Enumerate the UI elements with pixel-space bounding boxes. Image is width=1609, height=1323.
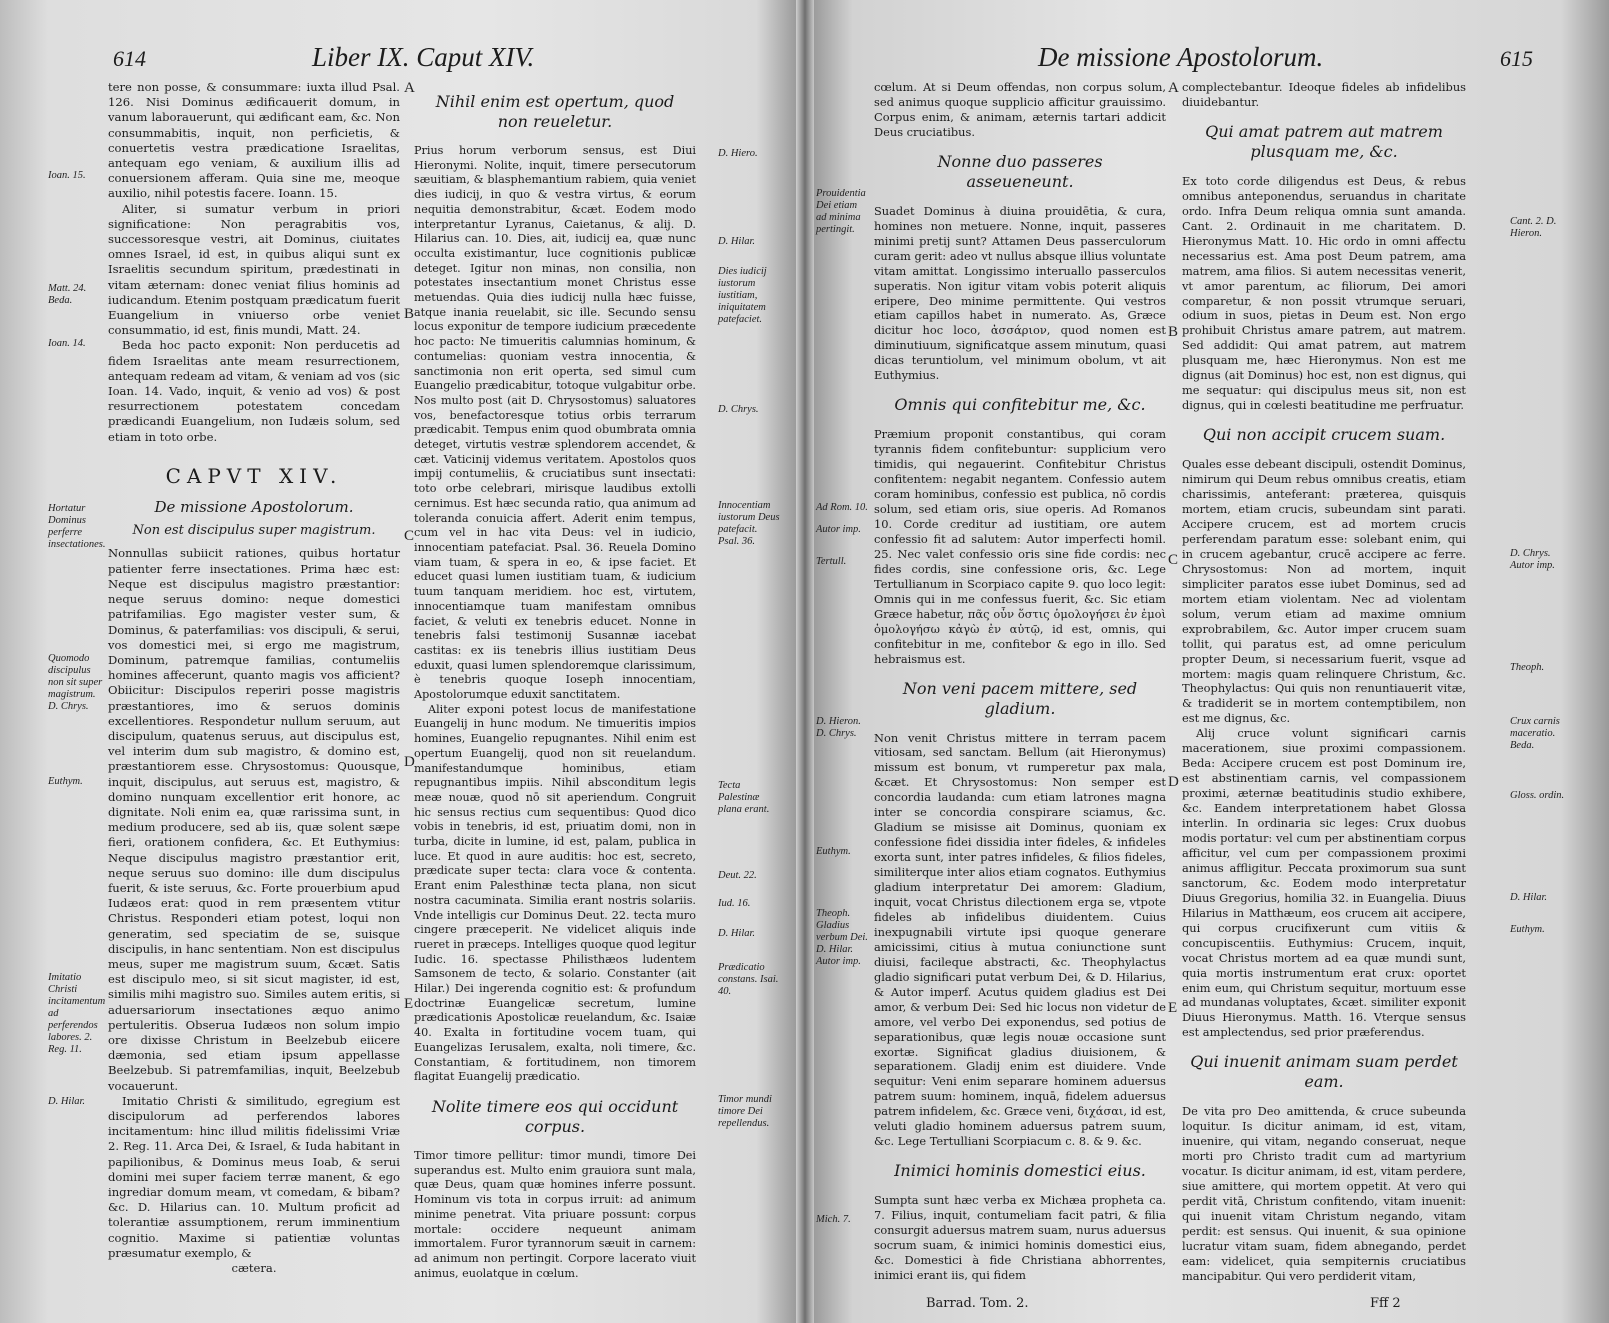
margin-note: Iud. 16. (718, 898, 751, 909)
margin-note: Matt. 24. Beda. (48, 283, 87, 306)
margin-note: Ad Rom. 10. (816, 502, 868, 513)
paragraph: Suadet Dominus à diuina prouidētia, & cura, homines non metuere. Nonne, inquit, passeres minimi pretij sunt? Attamen Deus passerculorum curam gerit: adeo vt nullus absque illius voluntate vitam amittat. Longissimo interuallo passerculos superatis. Non igitur vitam vobis poterit aliquis eripere, Deo minime permittente. Qui vestros etiam capillos habet in numerato. As, Græce dicitur hoc loco, ἀσσάριον, quod nomen est diminutiuum, significatque assem minutum, quasi dicas teruntiolum, vel minimum obolum, vt ait Euthymius. (874, 203, 1166, 383)
section-marker: A (404, 80, 415, 96)
paragraph-end: cætera. (231, 1261, 277, 1276)
left-column-2 (414, 80, 696, 1281)
paragraph: Sumpta sunt hæc verba ex Michæa propheta ca. 7. Filius, inquit, contumeliam facit patri, & filia consurgit aduersus matrem suam, nurus aduersus socrum suam, & inimici hominis domestici eius, &c. Domestici à fide Christiana abhorrentes, inimici erant iis, qui fidem (874, 1193, 1166, 1282)
section-heading: Qui non accipit crucem suam. (1202, 425, 1446, 445)
margin-note: Ioan. 14. (48, 338, 86, 349)
section-marker: E (404, 996, 414, 1012)
paragraph: Non venit Christus mittere in terram pacem vitiosam, sed sanctam. Bellum (ait Hieronymus) missum est bonum, vt rumperetur pax mala, &cæt. Et Chrysostomus: Non semper est concordia laudanda: cum etiam latrones magna inter se concordia conspirare sciamus, &c. Gladium se misisse ait Dominus, quoniam ex confessione fidei dissidia inter fideles, & infideles exorta sunt, inter patres infideles, & filios fideles, similiterque inter alios etiam cognatos. Euthymius gladium interpretatur Dei amorem: Gladium, inquit, vocat Christus dilectionem erga se, vtpote fideles ab infidelibus diuidentem. Cuius inexpugnabili virtute ipsi quoque generare amicissimi, citius à mutua coniunctione sunt diuisi, facileque abstracti, &c. Theophylactus gladio significari putat verbum Dei, & D. Hilarius, & Autor imperf. Acutus quidem gladius est Dei amor, & verbum Dei: Sed hic locus non videtur de amore, vel verbo Dei exponendus, sed potius de separationibus, quæ legis nouæ occasione sunt exortæ. Significat gladius diuisionem, & separationem. Gladij enim est diuidere. Vnde sequitur: Veni enim separare hominem aduersus patrem suum: hominem, inquā, fidelem aduersus patrem infidelem, &c. Græce veni, διχάσαι, id est, veluti gladio hominem aduersus patrem suum, &c. Lege Tertulliani Scorpiacum c. 8. & 9. &c. (874, 730, 1166, 1149)
chapter-title: De missione Apostolorum. (154, 498, 354, 517)
margin-note: Theoph. Gladius verbum Dei. D. Hilar. Autor imp. (816, 908, 868, 967)
section-marker: D (1168, 774, 1179, 790)
margin-note: Euthym. (1510, 924, 1545, 935)
left-column-1 (108, 80, 400, 1276)
section-marker: B (1168, 324, 1179, 340)
margin-note: Tecta Palestinæ plana erant. (718, 780, 770, 815)
right-column-2 (1182, 80, 1466, 1284)
left-page-number: 614 (113, 46, 146, 71)
margin-note: Mich. 7. (816, 1214, 851, 1225)
margin-note: Euthym. (48, 776, 83, 787)
paragraph: Præmium proponit constantibus, qui coram tyrannis fidem confitebuntur: supplicium vero timidis, qui negauerint. Confitebitur Christus confitentem: negabit negantem. Confessio autem coram hominibus, confessio est publica, nō cordis solum, sed etiam oris, siue operis. Ad Romanos 10. Corde creditur ad iustitiam, ore autem confessio fit ad salutem: Autor imperfecti homil. 25. Nec valet confessio oris sine fide cordis: nec fides cordis, sine confessione oris, &c. Lege Tertullianum in Scorpiaco capite 9. quo loco legit: Omnis qui in me confessus fuerit, &c. Sic etiam Græce habetur, πᾶς οὖν ὅστις ὁμολογήσει ἐν ἐμοὶ ὁμολογήσω κἀγὼ ἐν αὐτῷ, id est, omnis, qui confitebitur in me, confitebor & ego in illo. Sed hebraismus est. (874, 427, 1166, 666)
paragraph: Ex toto corde diligendus est Deus, & rebus omnibus anteponendus, seruandus in charitate ordo. Infra Deum reliqua omnia sunt amanda. Cant. 2. Ordinauit in me charitatem. D. Hieronymus Matt. 10. Hic ordo in omni affectu necessarius est. Ama post Deum patrem, ama matrem, ama filios. Si autem necessitas venerit, vt amor parentum, ac filiorum, Dei amori comparetur, & non possit vtrumque seruari, odium in suos, pietas in Deum est. Non ergo prohibuit Christus amare patrem, aut matrem. Sed addidit: Qui amat patrem, aut matrem plusquam me, hæc Hieronymus. Non est me dignus (ait Dominus) hoc est, non est dignus, qui me sequatur: qui discipulus meus sit, non est dignus, qui in cœlesti beatitudine me perfruatur. (1182, 173, 1466, 413)
margin-note: D. Chrys. Autor imp. (1510, 548, 1555, 571)
right-page-number: 615 (1500, 46, 1533, 71)
chapter-subtitle: Non est discipulus super magistrum. (132, 523, 376, 539)
section-marker: C (1168, 552, 1179, 568)
margin-note: Quomodo discipulus non sit super magistrum. D. Chrys. (48, 653, 103, 712)
section-heading: Nihil enim est opertum, quod non reueletur. (435, 92, 675, 131)
margin-note: D. Hilar. (1510, 892, 1548, 903)
paragraph: Prius horum verborum sensus, est Diui Hieronymi. Nolite, inquit, timere persecutorum sæuitiam, & blasphemantium rabiem, quia veniet dies iudicij, in quo & vestra virtus, & eorum nequitia demonstrabitur, &cæt. Eodem modo interpretantur Lyranus, Caietanus, & alij. D. Hilarius can. 10. Dies, ait, iudicij ea, quæ nunc occulta existimantur, luce cognitionis publicæ deteget. Igitur non minas, non consilia, non potestates insectantium monet Christus esse metuendas. Quia dies iudicij nulla hæc fuisse, atque inania reuelabit, sic ille. Secundo sensu locus exponitur de tempore iudicium præcedente hoc pacto: Ne timueritis calumnias hominum, & contumelias: quoniam vestra innocentia, & sanctimonia non erit operta, sed simul cum Euangelio prædicabitur, totoque vulgabitur orbe. Nos multo post (ait D. Chrysostomus) saluatores vos, benefactoresque totius orbis terrarum prædicabit. Tempus enim quod obumbrata omnia deteget, virtutis vestræ splendorem accendet, & cæt. Vaticinij videmus veritatem. Apostolos quos impij contumeliis, & cruciatibus sunt insectati: toto orbe celebrari, mirisque laudibus extolli cernimus. Est hæc secunda ratio, qua animum ad toleranda conuicia affert. Aderit enim tempus, cum vel in hac vita Deus: vel in iudicio, innocentiam patefaciat. Psal. 36. Reuela Domino viam tuam, & spera in eo, & ipse faciet. Et educet quasi lumen iustitiam tuam, & iudicium tuum tanquam meridiem. hoc est, virtutem, innocentiamque tuam manifestam omnibus faciet, & veluti ex tenebris educet. Nonne in tenebris falsi testimonij Susannæ iacebat castitas: ex iis tenebris illius iustitiam Deus eduxit, quasi lumen splendoremque clarissimum, è tenebris quoque Ioseph innocentiam, Apostolorumque eduxit sanctitatem. (414, 144, 696, 702)
paragraph: Quales esse debeant discipuli, ostendit Dominus, nimirum qui Deum rebus omnibus creatis, etiam charissimis, anteferant: præterea, quisquis mortem, etiam crucis, subeundam sint parati. Accipere crucem, est ad mortem crucis perferendam paratum esse: solebant enim, qui in crucem agebantur, crucē accipere ac ferre. Chrysostomus: Non ad mortem, inquit simpliciter paratos esse iubet Dominus, sed ad mortem etiam violentam. Nec ad violentam solum, verum etiam ad maxime omnium exprobrabilem, &c. Autor imper crucem suam tollit, qui paratus est, ad omne periculum propter Deum, si necessarium fuerit, vsque ad mortem: magis quam relinquere Christum, &c. Theophylactus: Qui quis non renuntiauerit vitæ, & tradiderit se in mortem contemptibilem, non est me dignus, &c. (1182, 457, 1466, 726)
section-marker: C (404, 528, 415, 544)
paragraph: Beda hoc pacto exponit: Non perducetis ad fidem Israelitas ante meam resurrectionem, antequam redeam ad vitam, & veniam ad vos (sic Ioan. 14. Vado, inquit, & venio ad vos) & post resurrectionem potestatem concedam prædicandi Euangelium, non Iudæis solum, sed etiam in toto orbe. (108, 338, 400, 444)
section-heading: Omnis qui confitebitur me, &c. (894, 395, 1146, 415)
paragraph: Aliter exponi potest locus de manifestatione Euangelij in hunc modum. Ne timueritis impios homines, Euangelio repugnantes. Nihil enim est opertum Euangelij, quod non sit reuelandum. manifestandumque hominibus, etiam repugnantibus impiis. Nihil absconditum legis meæ nouæ, quod nō sit aperiendum. Congruit hic sensus rectius cum sequentibus: Quod dico vobis in tenebris, id est, priuatim domi, non in turba, dicite in lumine, id est, palam, publica in luce. Et quod in aure auditis: hoc est, secreto, prædicate super tecta: clara voce & contenta. Erant enim Palesthinæ tecta plana, non sicut nostra cacuminata. Similia erant nostris solariis. Vnde intelligis cur Dominus Deut. 22. tecta muro cingere præceperit. Ne videlicet aliquis inde rueret in præceps. Intelliges quoque quod legitur Iudic. 16. spectasse Philisthæos ludentem Samsonem de tecto, & solario. Constanter (ait Hilar.) Dei ingerenda cognitio est: & profundum doctrinæ Euangelicæ secretum, lumine prædicationis Apostolicæ reuelandum, &c. Isaiæ 40. Exalta in fortitudine vocem tuam, qui Euangelizas Ierusalem, exalta, noli timere, &c. Constantiam, & fortitudinem, non timorem flagitat Euangelij prædicatio. (414, 702, 696, 1084)
margin-note: D. Chrys. (718, 404, 759, 415)
paragraph: complectebantur. Ideoque fideles ab infidelibus diuidebantur. (1182, 80, 1466, 109)
paragraph: tere non posse, & consummare: iuxta illud Psal. 126. Nisi Dominus ædificauerit domum, in vanum laborauerunt, qui ædificant eam, &c. Non consummabitis, inquit, non perficietis, & conuertetis vestra prædicatione Israelitas, antequam ego veniam, & auxilium illis ad conuersionem afferam. Quia sine me, meoque auxilio, nihil potestis facere. Ioann. 15. (108, 80, 400, 201)
margin-note: Innocentiam iustorum Deus patefacit. Psal. 36. (718, 500, 780, 547)
margin-note: Hortatur Dominus perferre insectationes. (48, 503, 106, 550)
left-page (0, 0, 800, 1323)
left-running-header: Liber IX. Caput XIV. (312, 42, 535, 72)
section-marker: B (404, 306, 415, 322)
margin-note: Imitatio Christi incitamentum ad perferendos labores. 2. Reg. 11. (48, 972, 106, 1055)
section-heading: Nonne duo passeres asseueneunt. (937, 151, 1103, 191)
margin-note: Autor imp. (816, 524, 861, 535)
margin-note: D. Hilar. (718, 928, 756, 939)
margin-note: D. Hiero. (718, 148, 758, 159)
margin-note: Dies iudicij iustorum iustitiam, iniquitatem patefaciet. (718, 266, 767, 325)
margin-note: Timor mundi timore Dei repellendus. (718, 1094, 772, 1129)
margin-note: Prædicatio constans. Isai. 40. (718, 962, 779, 997)
paragraph: De vita pro Deo amittenda, & cruce subeunda loquitur. Is dicitur animam, id est, vitam, inuenire, qui vitam, negando conseruat, neque morti pro Christo tradit cum ad martyrium vocatur. Is dicitur animam, id est, vitam perdere, siue amittere, qui mortem oppetit. At vero qui perdit vitā, Christum confitendo, vitam inuenit: qui inuenit vitam Christum negando, vitam perdit: est sensus. Qui inuenit, & sua opinione lucratur vitam suam, fidem abnegando, perdet eam: videlicet, quia sempiternis cruciatibus mancipabitur. Qui vero perdiderit vitam, (1182, 1104, 1466, 1283)
margin-note: Gloss. ordin. (1510, 790, 1565, 801)
paragraph: Alij cruce volunt significari carnis macerationem, siue proximi compassionem. Beda: Accipere crucem est post Dominum ire, est abstinentiam carnis, vel compassionem proximi, æternæ beatitudinis studio exhibere, &c. Eandem interpretationem habet Glossa interlin. In ordinaria sic leges: Crux duobus modis portatur: vel cum per abstinentiam corpus afficitur, vel cum per compassionem proximi animus affligitur. Peccata proximorum sua sunt sanctorum, &c. Eodem modo interpretatur Diuus Gregorius, homilia 32. in Euangelia. Diuus Hilarius in Matthæum, eos crucem ait accipere, qui corpus crucifixerunt cum vitiis & concupiscentiis. Euthymius: Crucem, inquit, vocat Christus mortem ad ea quæ mundi sunt, quia mortis instrumentum erat crux: oportet enim eum, qui Christum sequitur, mortuum esse ad mundanas voluptates, &cæt. similiter exponit Diuus Hieronymus. Matth. 16. Vterque sensus est amplectendus, sed prior præferendus. (1182, 726, 1466, 1040)
section-marker: E (1168, 1000, 1178, 1016)
paragraph: cœlum. At si Deum offendas, non corpus solum, sed animus quoque supplicio afficitur grauissimo. Corpus enim, & animam, æternis tartari addicit Deus cruciatibus. (874, 80, 1166, 139)
section-heading: Inimici hominis domestici eius. (894, 1161, 1146, 1181)
margin-note: Euthym. (816, 846, 851, 857)
section-heading: Qui inuenit animam suam perdet eam. (1190, 1052, 1458, 1092)
paragraph: Imitatio Christi & similitudo, egregium est discipulorum ad perferendos labores incitamentum: hinc illud militis fidelissimi Vriæ 2. Reg. 11. Arca Dei, & Israel, & Iuda habitant in papilionibus, & Dominus meus Ioab, & serui domini mei super faciem terræ manent, & ego ingrediar domum meam, vt comedam, & bibam? &c. D. Hilarius can. 10. Multum proficit ad tolerantiæ assumptionem, rerum imminentium cognitio. Maxime si patientiæ voluntas præsumatur exemplo, & (108, 1093, 400, 1260)
section-heading: Nolite timere eos qui occidunt corpus. (431, 1097, 679, 1136)
margin-note: Ioan. 15. (48, 170, 86, 181)
margin-note: D. Hilar. (718, 236, 756, 247)
margin-note: Tertull. (816, 556, 847, 567)
paragraph: Nonnullas subiicit rationes, quibus hortatur patienter ferre insectationes. Prima hæc est: Neque est discipulus magistro præstantior: neque seruus domino: neque domestici patrifamilias. Ego magister vester sum, & Dominus, & paterfamilias: vos discipuli, & serui, vos domestici mei, si ergo me magistrum, Dominum, patremque familias, contumeliis homines affecerunt, quanto magis vos afficient? Obiicitur: Discipulos reperiri posse magistris præstantiores, imo & seruos dominis excellentiores. Respondetur nullum seruum, aut discipulum, quatenus seruus, aut discipulus est, vel interim dum sub magistro, & domino est, præstantiorem esse. Chrysostomus: Quousque, inquit, discipulus, aut seruus est, magistro, & domino nunquam excellentior erit honore, ac dignitate. Noli enim ea, quæ rarissima sunt, in medium producere, sed ab iis, quæ solent sæpe fieri, orationem confidera, &c. Et Euthymius: Neque discipulus magistro præstantior erit, neque seruus suo domino: ille dum discipulus fuerit, & iste seruus, &c. Forte prouerbium apud Iudæos erat: quod in rem præsentem vtitur Christus. Responderi etiam potest, loqui non generatim, sed speciatim de se, suisque discipulis, in hanc sententiam. Non est discipulus meus, super me magistrum suum, &cæt. Satis est discipulo meo, si sit sicut magister, id est, similis mihi magistro suo. Similes autem eritis, si aduersariorum insectationes æquo animo pertuleritis. Obserua Iudæos non solum impio ore dixisse Christum in Beelzebub eiicere dæmonia, sed etiam ipsum appellasse Beelzebub. Si patremfamilias, inquit, Beelzebub vocauerunt. (108, 546, 400, 1093)
section-heading: Non veni pacem mittere, sed gladium. (902, 678, 1138, 718)
margin-note: Prouidentia Dei etiam ad minima pertingit. (816, 188, 866, 235)
margin-note: D. Hilar. (48, 1096, 86, 1107)
signature-mark: Barrad. Tom. 2. (926, 1296, 1029, 1311)
margin-note: Deut. 22. (718, 870, 757, 881)
section-marker: A (1168, 80, 1179, 96)
paragraph: Timor timore pellitur: timor mundi, timore Dei superandus est. Multo enim grauiora sunt mala, quæ Deus, quam quæ homines inferre possunt. Hominum vis tota in corpus irruit: ad animum minime penetrat. Vita priuare possunt: corpus mortale: occidere nequeunt animam immortalem. Furor tyrannorum sæuit in carnem: ad animum non pertingit. Corpore lacerato viuit animus, euolatque in cœlum. (414, 1149, 696, 1280)
margin-note: Cant. 2. D. Hieron. (1510, 216, 1557, 239)
right-running-header: De missione Apostolorum. (1038, 42, 1324, 72)
signature-mark: Fff 2 (1370, 1296, 1401, 1311)
margin-note: D. Hieron. D. Chrys. (816, 716, 861, 739)
paragraph: Aliter, si sumatur verbum in priori significatione: Non peragrabitis vos, successoresque vestri, ait Dominus, ciuitates omnes Israel, id est, in quibus aliqui sunt ex Israelitis secundum spiritum, prædestinati in vitam æternam: donec veniat filius hominis ad iudicandum. Etenim postquam prædicatum fuerit Euangelium in vniuerso orbe veniet consummatio, id est, finis mundi, Matt. 24. (108, 201, 400, 338)
margin-note: Crux carnis maceratio. Beda. (1510, 716, 1560, 751)
right-column-1 (874, 80, 1166, 1283)
margin-note: Theoph. (1510, 662, 1545, 673)
chapter-heading: CAPVT XIV. (165, 463, 343, 488)
section-heading: Qui amat patrem aut matrem plusquam me, &c. (1205, 121, 1443, 161)
section-marker: D (404, 754, 415, 770)
right-page (810, 0, 1609, 1323)
